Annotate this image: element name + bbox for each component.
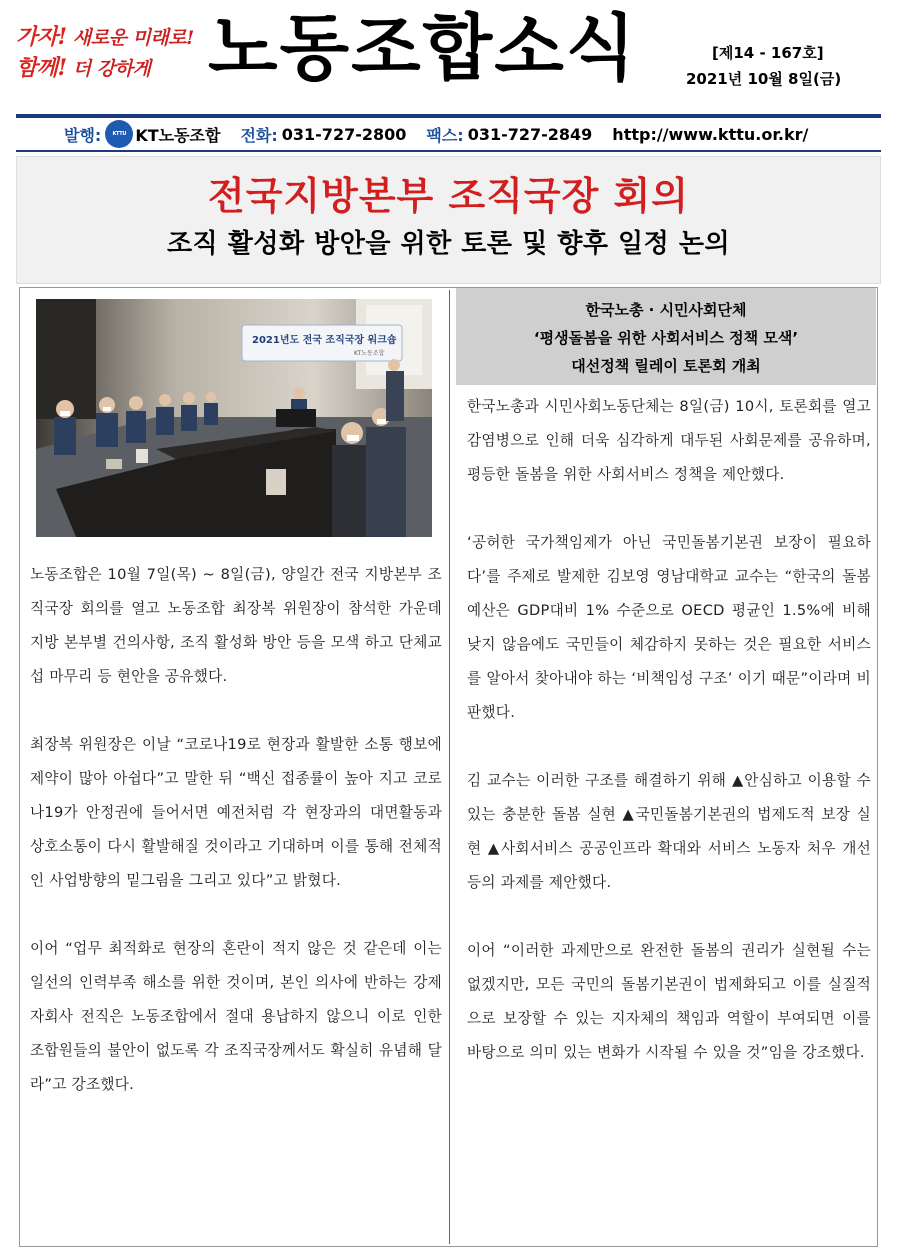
left-paragraph: 최장복 위원장은 이날 “코로나19로 현장과 활발한 소통 행보에 제약이 많아 아쉽다”고 말한 뒤 “백신 접종률이 높아 지고 코로나19가 안정권에 들어서면 예전처럼 각 현장과의 대면활동과 상호소통이 다시 활발해질 것이라고 기대하며 이를 통해 전체적인 사업방향의 밑그림을 그리고 있다”고 밝혔다. [30,736,442,889]
publisher-label: 발행: [64,125,102,145]
website-link[interactable]: http://www.kttu.or.kr/ [612,124,809,144]
photo-banner-org: KT노동조합 [354,350,385,357]
headline-box [16,156,881,284]
right-paragraph: 한국노총과 시민사회노동단체는 8일(금) 10시, 토론회를 열고 감염병으로 인해 더욱 심각하게 대두된 사회문제를 공유하며, 평등한 돌봄을 위한 사회서비스 정책을 제안했다. [467,398,871,483]
sidebar-headline-box [456,288,876,385]
right-article [467,390,871,1070]
issue-date: 2021년 10월 8일(금) [686,70,842,88]
photo-banner-text: 2021년도 전국 조직국장 워크숍 [252,335,397,346]
publisher-info-bar [16,119,881,149]
right-paragraph: 김 교수는 이러한 구조를 해결하기 위해 ▲안심하고 이용할 수 있는 충분한 돌봄 실현 ▲국민돌봄기본권의 법제도적 보장 실현 ▲사회서비스 공공인프라 확대와 서비스 노동자 처우 개선 등의 과제를 제안했다. [467,772,871,891]
slogan [16,22,196,84]
fax-number: 031-727-2849 [467,124,593,144]
sidebar-headline-line-1: 한국노총 · 시민사회단체 [585,301,747,319]
right-paragraph: ‘공허한 국가책임제가 아닌 국민돌봄기본권 보장이 필요하다’를 주제로 발제한 김보영 영남대학교 교수는 “한국의 돌봄예산은 GDP대비 1% 수준으로 OECD 평균인 1.5%에 비해 낮지 않음에도 국민들이 체감하지 못하는 것은 필요한 서비스를 알아서 찾아내야 하는 ‘비책임성 구조’ 이기 때문”이라며 비판했다. [467,534,871,721]
left-paragraph: 이어 “업무 최적화로 현장의 혼란이 적지 않은 것 같은데 이는 일선의 인력부족 해소를 위한 것이며, 본인 의사에 반하는 강제 자회사 전직은 노동조합에서 절대 용납하지 않으니 이로 인한 조합원들의 불안이 없도록 각 조직국장께서도 확실히 유념해 달라”고 강조했다. [30,940,442,1093]
issue-number: [제14 - 167호] [712,44,824,62]
column-divider [449,290,450,1244]
slogan-line-2: 함께! 더 강하게 [16,55,151,81]
headline-subtitle: 조직 활성화 방안을 위한 토론 및 향후 일정 논의 [166,229,731,259]
slogan-line-1: 가자! 새로운 미래로! [16,24,194,50]
phone-label: 전화: [240,125,278,145]
phone-number: 031-727-2800 [281,124,407,144]
sidebar-headline-line-3: 대선정책 릴레이 토론회 개최 [571,357,761,375]
headline-title: 전국지방본부 조직국장 회의 [208,174,689,218]
publisher-name: KT노동조합 [135,125,221,145]
header-rule-bottom [16,150,881,152]
right-paragraph: 이어 “이러한 과제만으로 완전한 돌봄의 권리가 실현될 수는 없겠지만, 모든 국민의 돌봄기본권이 법제화되고 이를 실질적으로 보장할 수 있는 지자체의 책임과 역할이 부여되면 이를 바탕으로 의미 있는 변화가 시작될 수 있을 것”임을 강조했다. [467,942,871,1061]
header-rule-top [16,114,881,118]
kttu-logo-icon: KTTU [107,122,131,146]
newsletter-title: 노동조합소식 [208,6,638,90]
sidebar-headline-line-2: ‘평생돌봄을 위한 사회서비스 정책 모색’ [533,329,799,347]
meeting-photo [36,299,432,537]
left-paragraph: 노동조합은 10월 7일(목) ~ 8일(금), 양일간 전국 지방본부 조직국장 회의를 열고 노동조합 최장복 위원장이 참석한 가운데 지방 본부별 건의사항, 조직 활성화 방안 등을 모색 하고 단체교섭 마무리 등 현안을 공유했다. [30,566,442,685]
fax-label: 팩스: [426,125,464,145]
left-article [30,558,442,1102]
